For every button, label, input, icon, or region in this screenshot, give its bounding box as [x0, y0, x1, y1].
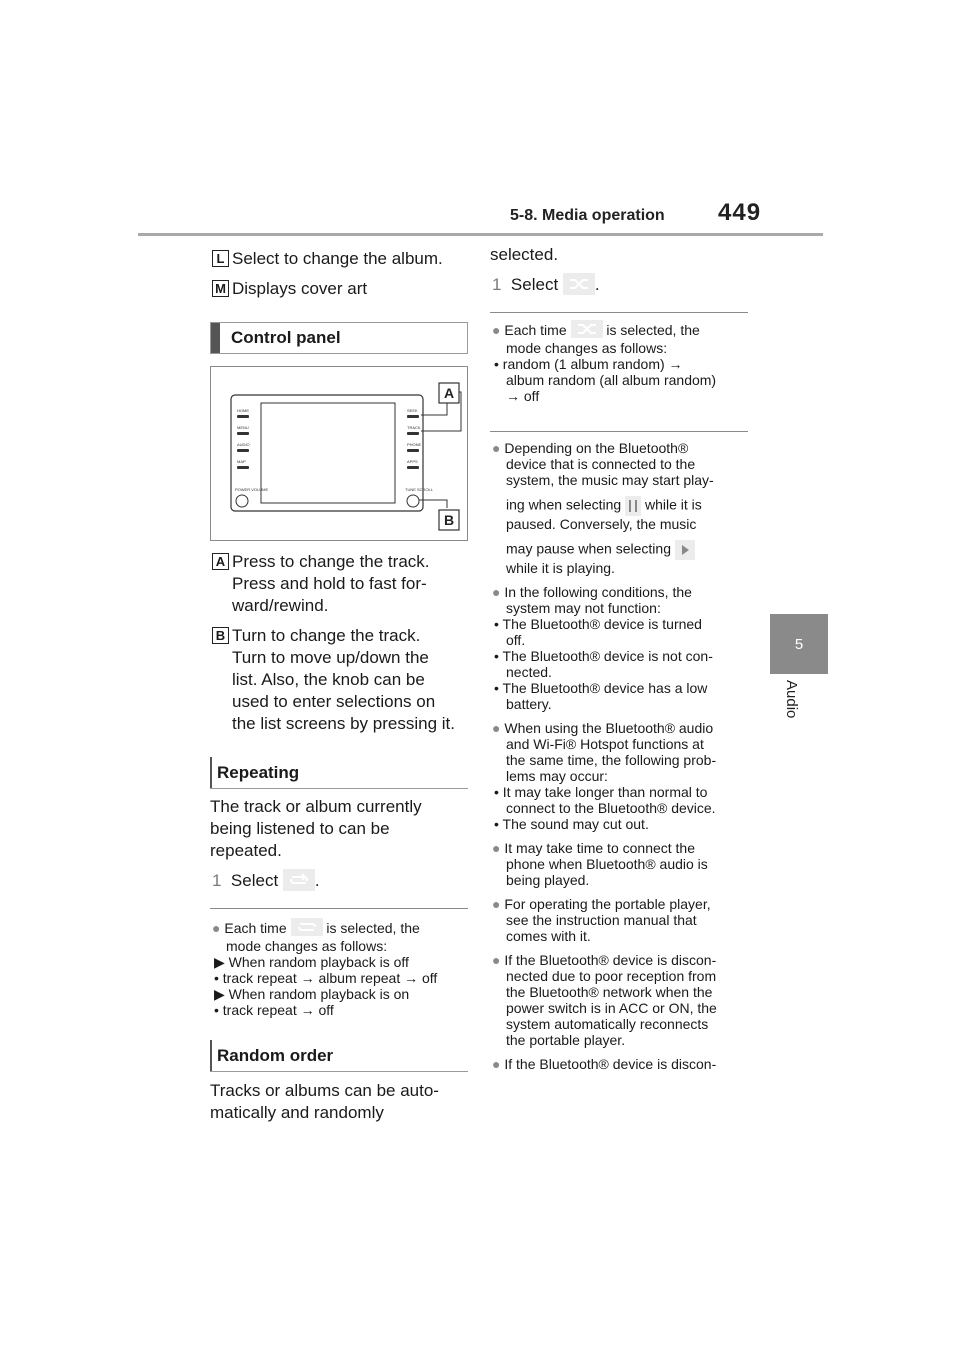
label-a: A	[212, 553, 229, 570]
repeating-step: 1 Select .	[212, 870, 320, 893]
note-bluetooth-device: ● Depending on the Bluetooth® device that is connected to the system, the music may start play- ing when selecting while it is paused. Conversely, the music may pause when selecting while it is playing.	[492, 440, 714, 576]
btn-home-label: HOME	[237, 408, 249, 413]
section-title: 5-8. Media operation	[510, 207, 665, 224]
random-note: ● Each time is selected, the mode changes as follows: • random (1 album random) → album random (all album random) → off	[492, 322, 717, 405]
item-b-text: Turn to change the track. Turn to move up/down the list. Also, the knob can be used to enter selections on the list screens by pressing it.	[232, 626, 455, 733]
play-icon	[675, 540, 695, 560]
btn-menu-label: MENU	[237, 425, 249, 430]
random-step: 1 Select .	[492, 274, 600, 297]
control-panel-figure	[210, 366, 468, 541]
note-conditions: ● In the following conditions, the system may not function: • The Bluetooth® device is turned off. • The Bluetooth® device is not con- nected. • The Bluetooth® device has a low battery.	[492, 584, 713, 712]
chapter-number: 5	[794, 635, 804, 653]
callout-a: A	[443, 385, 455, 401]
btn-track-label: TRACK	[407, 425, 421, 430]
btn-phone-label: PHONE	[407, 442, 422, 447]
note-wifi: ● When using the Bluetooth® audio and Wi-Fi® Hotspot functions at the same time, the following prob- lems may occur: • It may take longer than normal to connect to the Bluetooth® device. • The sound may cut out.	[492, 720, 717, 832]
note-divider	[490, 312, 748, 313]
shuffle-icon-small	[571, 320, 603, 338]
repeating-desc: The track or album currently being listened to can be repeated.	[210, 797, 422, 860]
btn-audio-label: AUDIO	[237, 442, 250, 447]
btn-apps-label: APPS	[407, 459, 418, 464]
repeat-icon	[283, 869, 315, 891]
callout-b: B	[443, 512, 455, 528]
head-unit-illustration	[211, 367, 467, 540]
note-divider	[490, 431, 748, 432]
btn-seek-label: SEEK	[407, 408, 418, 413]
page-number: 449	[718, 199, 762, 226]
repeating-note: ● Each time is selected, the mode changes as follows: ▶ When random playback is off • track repeat → album repeat → off ▶ When random playback is on • track repeat → off	[212, 920, 438, 1019]
label-m: M	[212, 280, 229, 297]
control-panel-heading: Control panel	[210, 322, 468, 354]
note-portable-player: ● For operating the portable player, see the instruction manual that comes with it.	[492, 896, 711, 944]
header-rule	[138, 233, 823, 236]
repeat-icon-small	[291, 918, 323, 936]
random-order-heading: Random order	[210, 1040, 468, 1072]
selected-continued: selected.	[490, 245, 559, 264]
item-m-text: Displays cover art	[232, 279, 368, 298]
chapter-label: Audio	[783, 680, 800, 719]
note-disconnect: ● If the Bluetooth® device is discon-	[492, 1056, 717, 1072]
notes-list	[492, 440, 754, 1072]
note-connect-time: ● It may take time to connect the phone when Bluetooth® audio is being played.	[492, 840, 708, 888]
chapter-tab	[770, 614, 828, 674]
pause-icon	[625, 496, 641, 516]
label-l: L	[212, 250, 229, 267]
note-reconnect: ● If the Bluetooth® device is discon- nected due to poor reception from the Bluetooth® network when the power switch is in ACC or ON, the system automatically reconnects the portable player.	[492, 952, 717, 1048]
btn-map-label: MAP	[237, 459, 246, 464]
item-a-text: Press to change the track. Press and hold to fast for- ward/rewind.	[232, 552, 430, 615]
random-desc: Tracks or albums can be auto- matically and randomly	[210, 1081, 439, 1122]
knob-power-label: POWER VOLUME	[235, 487, 269, 492]
item-l-text: Select to change the album.	[232, 249, 443, 268]
label-b: B	[212, 627, 229, 644]
note-divider	[210, 908, 468, 909]
repeating-heading: Repeating	[210, 757, 468, 789]
knob-tune-label: TUNE SCROLL	[405, 487, 434, 492]
shuffle-icon	[563, 273, 595, 295]
